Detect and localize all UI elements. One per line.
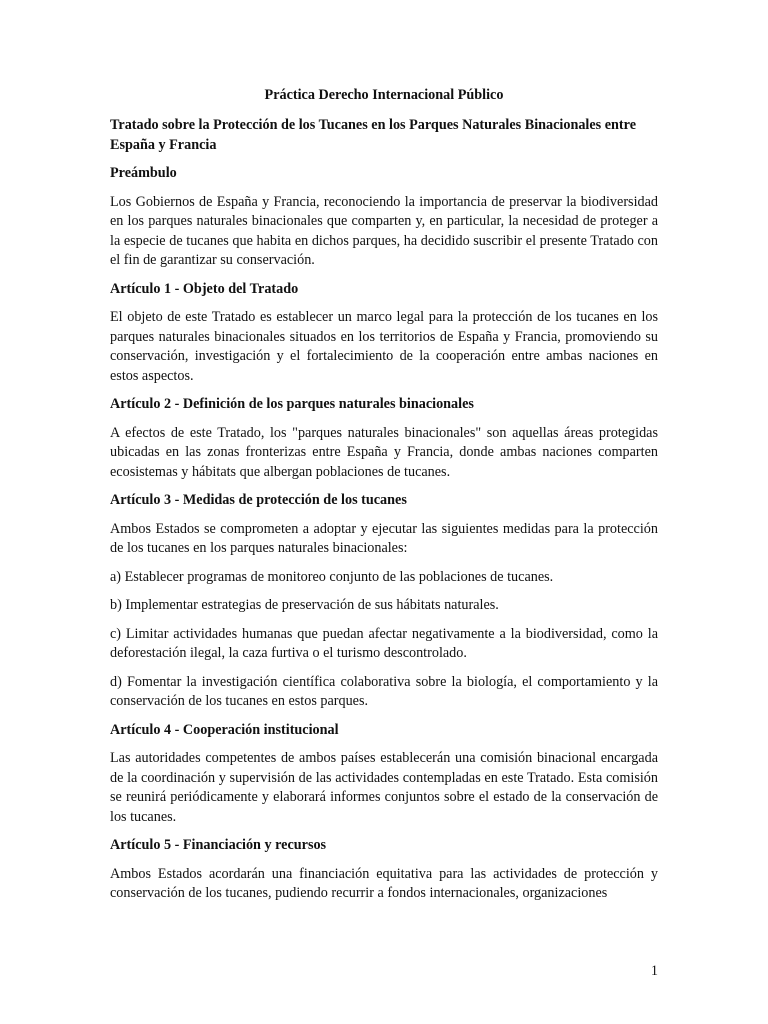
article-3-item-b: b) Implementar estrategias de preservación de sus hábitats naturales. [110,597,499,613]
article-4-text: Las autoridades competentes de ambos países establecerán una comisión binacional encargada de la coordinación y supervisión de las actividades contempladas en este Tratado. Esta comisión se reunirá periódicamente y elaborará informes conjuntos sobre el estado de la conservación de los tucanes. [110,750,658,825]
article-3-item-c: c) Limitar actividades humanas que puedan afectar negativamente a la biodiversidad, como la deforestación ilegal, la caza furtiva o el turismo descontrolado. [110,625,658,661]
article-1-text: El objeto de este Tratado es establecer un marco legal para la protección de los tucanes en los parques naturales binacionales situados en los territorios de España y Francia, promoviendo su conservación, investigación y el fortalecimiento de la cooperación entre ambas naciones en estos aspectos. [110,309,658,384]
article-1-heading: Artículo 1 - Objeto del Tratado [110,280,299,297]
article-3-intro: Ambos Estados se comprometen a adoptar y ejecutar las siguientes medidas para la protección de los tucanes en los parques naturales binacionales: [110,520,658,556]
article-3-heading: Artículo 3 - Medidas de protección de los tucanes [110,492,407,508]
document-page [110,86,658,913]
article-2-heading: Artículo 2 - Definición de los parques naturales binacionales [110,396,474,412]
page-number: 1 [650,963,658,979]
article-3-item-a: a) Establecer programas de monitoreo conjunto de las poblaciones de tucanes. [110,568,554,585]
article-4-heading: Artículo 4 - Cooperación institucional [110,721,339,738]
article-2-text: A efectos de este Tratado, los "parques naturales binacionales" son aquellas áreas protegidas ubicadas en las zonas fronterizas entre España y Francia, donde ambas naciones comparten ecosistemas y hábitats que albergan poblaciones de tucanes. [110,424,658,480]
preamble-heading: Preámbulo [110,165,177,181]
preamble-text: Los Gobiernos de España y Francia, reconociendo la importancia de preservar la biodiversidad en los parques naturales binacionales que comparten y, en particular, la necesidad de proteger a la especie de tucanes que habita en dichos parques, ha decidido suscribir el presente Tratado con el fin de garantizar su conservación. [110,193,658,268]
article-5-text: Ambos Estados acordarán una financiación equitativa para las actividades de protección y conservación de los tucanes, pudiendo recurrir a fondos internacionales, organizaciones [110,865,658,901]
document-title: Práctica Derecho Internacional Público [264,87,504,103]
article-3-item-d: d) Fomentar la investigación científica colaborativa sobre la biología, el comportamiento y la conservación de los tucanes en estos parques. [110,673,658,709]
treaty-title: Tratado sobre la Protección de los Tucanes en los Parques Naturales Binacionales entre España y Francia [110,117,636,153]
article-5-heading: Artículo 5 - Financiación y recursos [110,837,327,853]
